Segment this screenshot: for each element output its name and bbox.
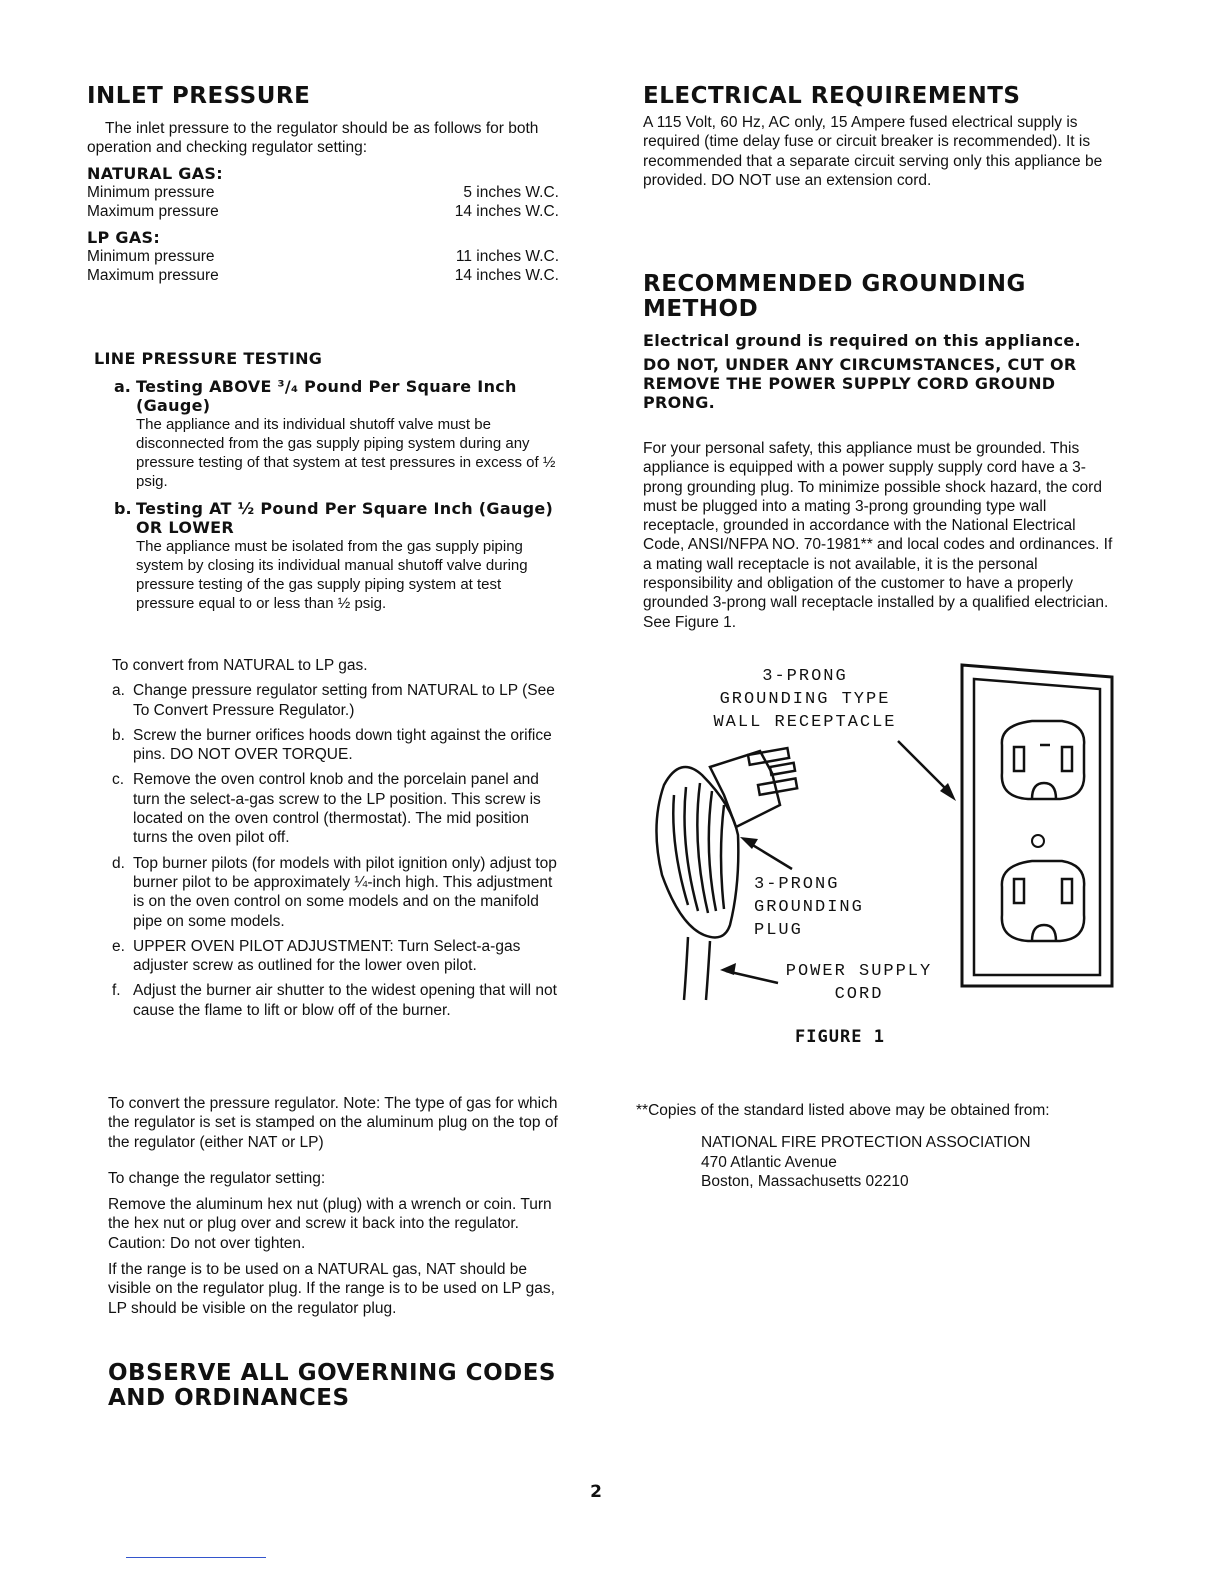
row-label: Minimum pressure xyxy=(87,183,215,201)
row-label: Maximum pressure xyxy=(87,267,219,285)
address-line: 470 Atlantic Avenue xyxy=(701,1153,837,1171)
testing-item-b xyxy=(94,499,560,613)
testing-item-title: Testing AT ½ Pound Per Square Inch (Gauge) OR LOWER xyxy=(136,499,554,537)
plug-label-line: 3-PRONG xyxy=(754,875,840,894)
testing-item-body: The appliance and its individual shutoff valve must be disconnected from the gas supply piping system during any pressure testing of that system at test pressures in excess of ½ psig. xyxy=(136,416,556,490)
regulator-steps: Remove the aluminum hex nut (plug) with a wrench or coin. Turn the hex nut or plug over and screw it back into the regulator. Caution: Do not over tighten. xyxy=(108,1196,552,1252)
receptacle-label-line: GROUNDING TYPE xyxy=(719,690,891,709)
convert-section xyxy=(112,656,559,1026)
page-number: 2 xyxy=(590,1482,602,1502)
list-marker: e. xyxy=(112,937,125,955)
footnote xyxy=(636,1101,1120,1191)
wall-plate xyxy=(962,665,1112,986)
lp-max-row xyxy=(87,266,559,285)
list-item-text: Screw the burner orifices hoods down tight against the orifice pins. DO NOT OVER TORQUE. xyxy=(133,726,552,764)
list-item-text: UPPER OVEN PILOT ADJUSTMENT: Turn Select-a-gas adjuster screw as outlined for the lower oven pilot. xyxy=(133,937,521,975)
convert-item-a xyxy=(112,681,559,720)
convert-item-d xyxy=(112,854,559,931)
electrical-body: A 115 Volt, 60 Hz, AC only, 15 Ampere fused electrical supply is required (time delay fuse or circuit breaker is recommended). It is recommended that a separate circuit serving only this appliance be provided. DO NOT use an extension cord. xyxy=(643,114,1103,189)
observe-codes-section xyxy=(108,1361,578,1411)
row-label: Minimum pressure xyxy=(87,248,215,266)
list-marker: b. xyxy=(112,726,125,744)
footer-rule xyxy=(126,1557,266,1558)
cord-label-line: POWER SUPPLY xyxy=(785,962,933,981)
observe-heading-line1: OBSERVE ALL GOVERNING CODES xyxy=(108,1360,556,1386)
testing-item-body: The appliance must be isolated from the gas supply piping system by closing its individual manual shutoff valve during pressure testing of the gas supply piping system at test pressure equal to or less than ½ psig. xyxy=(136,538,528,612)
inlet-intro: The inlet pressure to the regulator should be as follows for both operation and checking regulator setting: xyxy=(87,120,539,157)
list-marker: a. xyxy=(112,682,125,700)
address-line: Boston, Massachusetts 02210 xyxy=(701,1172,909,1190)
plug-label xyxy=(754,873,864,942)
row-label: Maximum pressure xyxy=(87,202,219,220)
cord-label-line: CORD xyxy=(834,985,884,1004)
figure-caption: FIGURE 1 xyxy=(795,1027,885,1047)
convert-item-e xyxy=(112,937,559,976)
figure-1 xyxy=(640,655,1120,1055)
testing-item-a xyxy=(94,377,560,491)
footnote-text: **Copies of the standard listed above may be obtained from: xyxy=(636,1102,1050,1119)
electrical-heading: ELECTRICAL REQUIREMENTS xyxy=(643,83,1021,109)
receptacle-label xyxy=(710,665,900,734)
grounding-section xyxy=(643,272,1119,632)
grounding-required: Electrical ground is required on this appliance. xyxy=(643,331,1081,350)
cord-label xyxy=(774,960,944,1006)
row-value: 11 inches W.C. xyxy=(455,248,559,266)
line-pressure-heading: LINE PRESSURE TESTING xyxy=(94,349,323,368)
convert-item-c xyxy=(112,770,559,847)
list-item-text: Change pressure regulator setting from NATURAL to LP (See To Convert Pressure Regulator.) xyxy=(133,682,555,719)
lp-gas-label: LP GAS: xyxy=(87,228,161,248)
electrical-section xyxy=(643,84,1119,190)
observe-heading-line2: AND ORDINANCES xyxy=(108,1385,350,1411)
regulator-section xyxy=(108,1094,559,1318)
grounding-warning: DO NOT, UNDER ANY CIRCUMSTANCES, CUT OR REMOVE THE POWER SUPPLY CORD GROUND PRONG. xyxy=(643,355,1077,412)
lp-min-row xyxy=(87,247,559,266)
natural-min-row xyxy=(87,183,559,202)
list-item-text: Top burner pilots (for models with pilot ignition only) adjust top burner pilot to be approximately ¼-inch high. This adjustment is on the oven control on some models and on the manifold pipe on some models. xyxy=(133,854,557,930)
list-marker: a. xyxy=(114,377,131,396)
inlet-pressure-heading: INLET PRESSURE xyxy=(87,83,311,109)
plug-label-line: PLUG xyxy=(754,921,803,940)
convert-item-f xyxy=(112,981,559,1020)
plug-label-line: GROUNDING xyxy=(754,898,864,917)
convert-item-b xyxy=(112,726,559,765)
natural-max-row xyxy=(87,202,559,221)
receptacle-label-line: 3-PRONG xyxy=(762,667,848,686)
convert-intro: To convert from NATURAL to LP gas. xyxy=(112,657,368,674)
regulator-change-intro: To change the regulator setting: xyxy=(108,1169,326,1187)
regulator-note: To convert the pressure regulator. Note: The type of gas for which the regulator is set is stamped on the aluminum plug on the top of the regulator (either NAT or LP) xyxy=(108,1095,558,1151)
address-line: NATIONAL FIRE PROTECTION ASSOCIATION xyxy=(701,1134,1031,1152)
row-value: 14 inches W.C. xyxy=(454,267,559,285)
grounding-heading-line1: RECOMMENDED GROUNDING xyxy=(643,271,1026,297)
list-marker: c. xyxy=(112,771,125,789)
line-pressure-testing-section xyxy=(94,349,560,613)
list-marker: f. xyxy=(112,982,121,1000)
nfpa-address xyxy=(636,1133,1120,1191)
row-value: 5 inches W.C. xyxy=(463,183,559,201)
inlet-pressure-section xyxy=(87,84,559,286)
receptacle-label-line: WALL RECEPTACLE xyxy=(713,713,897,732)
list-item-text: Adjust the burner air shutter to the widest opening that will not cause the flame to lift or blow off of the burner. xyxy=(133,982,557,1019)
testing-item-title: Testing ABOVE ³/₄ Pound Per Square Inch (Gauge) xyxy=(136,377,517,415)
list-item-text: Remove the oven control knob and the porcelain panel and turn the select-a-gas screw to the LP position. This screw is located on the oven control (thermostat). The mid position turns the oven pilot off. xyxy=(133,771,541,847)
natural-gas-label: NATURAL GAS: xyxy=(87,163,223,183)
list-marker: d. xyxy=(112,854,125,872)
grounding-body: For your personal safety, this appliance must be grounded. This appliance is equipped with a power supply supply cord have a 3-prong grounding plug. To minimize possible shock hazard, the cord must be plugged into a mating 3-prong grounding type wall receptacle, grounded in accordance with the National Electrical Code, ANSI/NFPA NO. 70-1981** and local codes and ordinances. If a mating wall receptacle is not available, it is the personal responsibility and obligation of the customer to have a properly grounded 3-prong wall receptacle installed by a qualified electrician. See Figure 1. xyxy=(643,440,1113,631)
grounding-heading-line2: METHOD xyxy=(643,296,759,322)
regulator-usage: If the range is to be used on a NATURAL gas, NAT should be visible on the regulator plug. If the range is to be used on LP gas, LP should be visible on the regulator plug. xyxy=(108,1261,555,1317)
row-value: 14 inches W.C. xyxy=(454,202,559,220)
list-marker: b. xyxy=(114,499,132,518)
